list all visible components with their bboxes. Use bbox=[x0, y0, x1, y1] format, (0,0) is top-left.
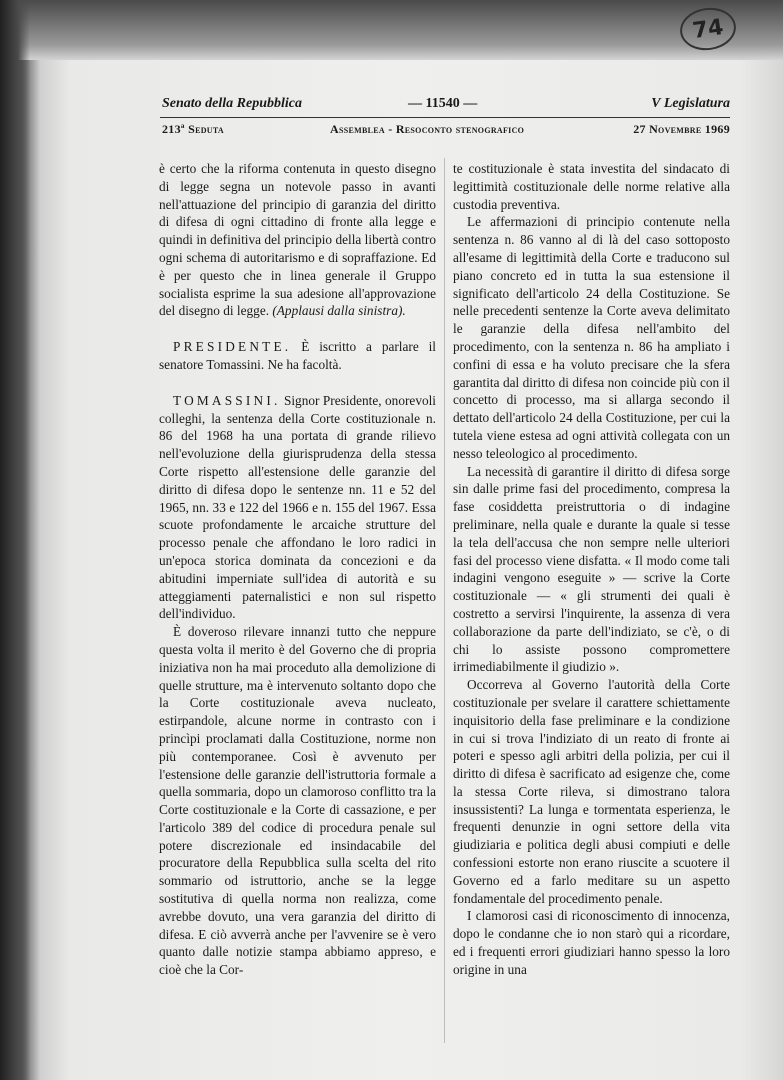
paragraph: La necessità di garantire il diritto di difesa sorge sin dalle prime fasi del procedimento, compresa la fase cosiddetta preistruttoria o di indagine preliminare, nella quale e durante la quale si tesse la tela dell'accusa che non sempre nelle ulteriori fasi del processo viene disfatta. « Il modo come tali indagini vengono eseguite » — scrive la Corte costituzionale — « gli strumenti dei quali è costretto a servirsi l'inquirente, la assenza di vera collaborazione da parte dell'indiziato, se c'è, o di chi lo assiste possono compromettere irrimediabilmente il giudizio ». bbox=[453, 463, 730, 675]
speaker-name: PRESIDENTE. bbox=[173, 339, 292, 355]
column-gutter bbox=[444, 158, 445, 1043]
header-session: 213ª Seduta bbox=[162, 122, 224, 136]
paragraph: Le affermazioni di principio contenute nella sentenza n. 86 vanno al di là del caso sottoposto all'esame di legittimità della Corte e traducono sul piano concreto ed in tutta la sua estensione il significato dell'articolo 24 della Costituzione. Se nelle precedenti sentenze la Corte aveva delimitato le garanzie della difesa nell'ambito del procedimento, con la sentenza n. 86 ha ampliato i confini di essa e ha voluto precisare che la sfera garantita dal diritto di difesa non coincide più con il concetto di processo, ma si allarga secondo il dettato dell'articolo 24 della Costituzione, per cui la tutela viene estesa ad ogni attività collegata con un nesso teleologico al procedimento. bbox=[453, 214, 730, 461]
session-header bbox=[162, 122, 730, 140]
paragraph: te costituzionale è stata investita del sindacato di legittimità costituzionale delle norme relative alla custodia preventiva. bbox=[453, 161, 730, 212]
right-column bbox=[453, 160, 730, 979]
paragraph-president bbox=[159, 338, 436, 374]
paragraph-text: È iscritto a parlare il senatore Tomassini. Ne ha facoltà. bbox=[159, 339, 436, 372]
paragraph-text: Signor Presidente, onorevoli colleghi, la sentenza della Corte costituzionale n. 86 del 1968 ha una portata di grande rilievo nell'evoluzione della giurisprudenza della stessa Corte rispetto all'estensione delle garanzie del diritto di difesa dopo le sentenze nn. 11 e 52 del 1965, nn. 33 e 122 del 1966 e n. 155 del 1967. Essa scuote profondamente le arcaiche strutture del processo penale che affondano le loro radici in un'epoca storica dominata da concezioni e da abitudini imperniate sull'idea di autorità e su atteggiamenti paternalistici e non sul rispetto dell'individuo. bbox=[159, 392, 436, 622]
running-header bbox=[162, 96, 730, 116]
scan-left-edge bbox=[0, 0, 30, 1080]
header-date: 27 Novembre 1969 bbox=[633, 122, 730, 136]
header-page-number: — 11540 — bbox=[408, 96, 478, 111]
paragraph bbox=[159, 160, 436, 320]
paragraph-tomassini bbox=[159, 392, 436, 623]
applause-note: (Applausi dalla sinistra). bbox=[272, 303, 406, 319]
header-senate: Senato della Repubblica bbox=[162, 96, 302, 111]
paragraph: Occorreva al Governo l'autorità della Corte costituzionale per svelare il carattere schiettamente inquisitorio della fase preliminare e la condizione in cui si trova l'indiziato di un reato di fronte ai poteri e spesso agli arbitri della polizia, per cui il diritto di difesa è sacrificato ad esigenze che, come la stessa Corte rileva, si dimostrano talora insussistenti? La lunga e tormentata esperienza, le frequenti denunzie in ogni settore della vita giudiziaria e politica degli abusi compiuti e delle confessioni estorte non erano riuscite a scuotere il Governo ed a farlo meditare su un aspetto fondamentale del procedimento penale. bbox=[453, 677, 730, 906]
header-legislature: V Legislatura bbox=[651, 96, 730, 111]
page-number-stamp: 74 bbox=[677, 4, 738, 53]
paragraph: È doveroso rilevare innanzi tutto che neppure questa volta il merito è del Governo che di propria iniziativa non ha mai proceduto alla demolizione di quelle strutture, ma è intervenuto soltanto dopo che la Corte costituzionale aveva nucleato, estirpandole, alcune norme in contrasto con i princìpi proclamati dalla Costituzione, norme non più contemporanee. Così è avvenuto per l'estensione delle garanzie dell'istruttoria formale a quella sommaria, dopo un clamoroso conflitto tra la Corte costituzionale e la Corte di cassazione, e per l'articolo 389 del codice di procedura penale sul potere discrezionale ed insindacabile del procuratore della Repubblica sulla scelta del rito sommario od istruttorio, anche se la legge sostitutiva di quella norma non realizza, come avrebbe dovuto, una vera garanzia del diritto di difesa. E ciò avverrà anche per l'avvenire se è vero quanto dalle notizie stampa abbiamo appreso, e cioè che la Cor- bbox=[159, 624, 436, 978]
paragraph-text: è certo che la riforma contenuta in questo disegno di legge segna un notevole passo in avanti nell'attuazione del principio di garanzia del diritto di difesa di ogni cittadino di fronte alla legge e quindi in definitiva del principio della libertà contro ogni schema di autoritarismo e di sopraffazione. Ed è per questo che in linea generale il Gruppo socialista esprime la sua adesione all'approvazione del disegno di legge. bbox=[159, 161, 436, 319]
speaker-name: TOMASSINI. bbox=[173, 392, 281, 408]
header-assembly: Assemblea - Resoconto stenografico bbox=[330, 122, 525, 136]
paragraph: I clamorosi casi di riconoscimento di innocenza, dopo le condanne che io non starò qui a ricordare, ed i frequenti errori giudiziari hanno spesso la loro origine in una bbox=[453, 908, 730, 977]
header-rule bbox=[160, 117, 730, 118]
left-column bbox=[159, 160, 436, 979]
scan-top-shadow bbox=[0, 0, 783, 60]
